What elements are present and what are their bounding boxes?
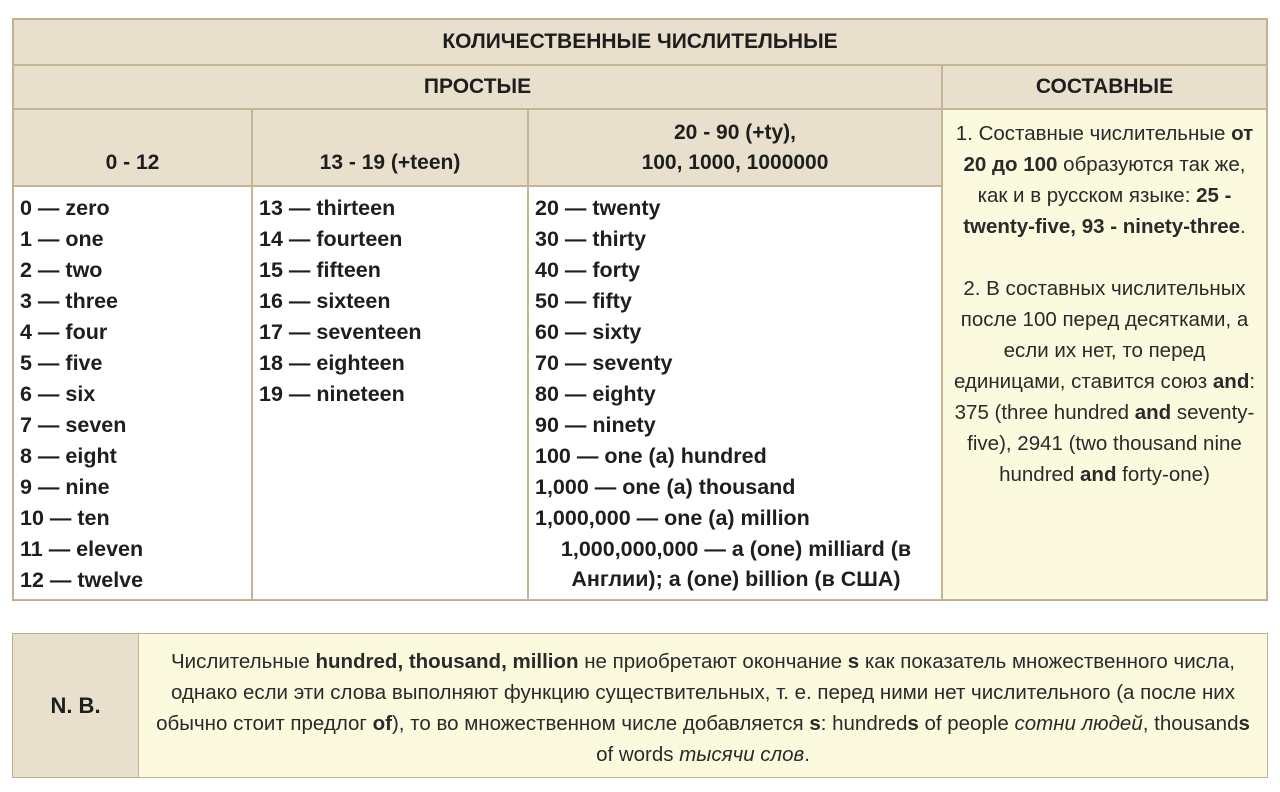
column-header-0-12: 0 - 12 <box>13 109 252 186</box>
numeral-item: 14 — fourteen <box>259 227 403 251</box>
numeral-item: 6 — six <box>20 382 96 406</box>
nb-text: of people <box>918 712 1015 735</box>
numeral-item: 7 — seven <box>20 413 127 437</box>
rule-text: : 375 (three hundred <box>954 370 1256 424</box>
compound-rule-2 <box>949 273 1260 490</box>
compound-rule-1 <box>949 118 1260 242</box>
numeral-item: 2 — two <box>20 258 103 282</box>
nb-text: Числительные <box>171 650 316 673</box>
numeral-item: 15 — fifteen <box>259 258 381 282</box>
numeral-item: 40 — forty <box>535 258 641 282</box>
nota-bene-table <box>12 633 1268 778</box>
nb-bold: s <box>847 650 860 673</box>
numeral-item: 19 — nineteen <box>259 382 405 406</box>
simple-header: ПРОСТЫЕ <box>13 65 942 109</box>
numeral-item: 4 — four <box>20 320 108 344</box>
numeral-item: 1,000 — one (a) thousand <box>535 475 796 499</box>
numeral-item: 0 — zero <box>20 196 110 220</box>
numeral-item: 10 — ten <box>20 506 110 530</box>
rule-bold: от 20 до 100 <box>963 122 1254 176</box>
nb-bold: s <box>907 712 919 735</box>
nota-bene-text <box>139 634 1267 777</box>
column-header-20-90 <box>528 109 942 186</box>
nb-bold: of <box>372 712 392 735</box>
rule-text: 2. В составных числительных после 100 перед десятками, а если их нет, то перед единицами, ставится союз <box>953 277 1249 393</box>
numeral-item: 50 — fifty <box>535 289 632 313</box>
rule-text: forty-one) <box>1116 463 1210 486</box>
compound-header: СОСТАВНЫЕ <box>942 65 1267 109</box>
numeral-item: 60 — sixty <box>535 320 642 344</box>
compound-rules <box>942 109 1267 600</box>
nb-text: , thousand <box>1142 712 1239 735</box>
numeral-item: 17 — seventeen <box>259 320 422 344</box>
rule-bold: and <box>1134 401 1172 424</box>
nb-italic: сотни людей <box>1014 712 1143 735</box>
nb-italic: тысячи слов <box>679 743 805 766</box>
rule-text: . <box>1240 215 1246 238</box>
nota-bene-label: N. B. <box>13 634 139 777</box>
numeral-item: 1 — one <box>20 227 104 251</box>
nb-text: не приобретают окончание <box>578 650 848 673</box>
column-20-90 <box>528 186 942 600</box>
numeral-item: 1,000,000,000 — a (one) milliard (в Англии); a (one) billion (в США) <box>560 537 912 591</box>
numeral-item: 1,000,000 — one (a) million <box>535 506 810 530</box>
nb-text: . <box>804 743 810 766</box>
numeral-item: 3 — three <box>20 289 118 313</box>
numeral-item: 5 — five <box>20 351 103 375</box>
nb-bold: s <box>809 712 821 735</box>
rule-text: 1. Составные числительные <box>955 122 1232 145</box>
numeral-item: 13 — thirteen <box>259 196 396 220</box>
numerals-table <box>12 18 1268 601</box>
nb-text: : hundred <box>820 712 908 735</box>
column-13-19 <box>252 186 528 600</box>
rule-text: seventy-five), 2941 (two thousand nine hundred <box>967 401 1255 486</box>
numeral-item: 12 — twelve <box>20 568 144 592</box>
rule-bold: 25 - twenty-five, 93 - ninety-three <box>963 184 1241 238</box>
nb-text: как показатель множественного числа, однако если эти слова выполняют функцию существительных, т. е. перед ними нет числительного (а после них обычно стоит предлог <box>156 650 1235 735</box>
numeral-item: 30 — thirty <box>535 227 647 251</box>
nb-bold: s <box>1238 712 1250 735</box>
rule-bold: and <box>1080 463 1117 486</box>
numeral-item: 90 — ninety <box>535 413 656 437</box>
nb-text: of words <box>596 743 680 766</box>
column-header-13-19: 13 - 19 (+teen) <box>252 109 528 186</box>
column-header-line: 100, 1000, 1000000 <box>641 150 829 174</box>
numeral-item: 9 — nine <box>20 475 110 499</box>
rule-text: образуются так же, как и в русском языке: <box>977 153 1246 207</box>
rule-bold: and <box>1212 370 1250 393</box>
nb-bold: hundred, thousand, million <box>315 650 579 673</box>
numeral-item: 80 — eighty <box>535 382 656 406</box>
column-header-line: 20 - 90 (+ty), <box>674 120 796 144</box>
numeral-item: 18 — eighteen <box>259 351 405 375</box>
numeral-item: 16 — sixteen <box>259 289 391 313</box>
nb-text: ), то во множественном числе добавляется <box>391 712 810 735</box>
numeral-item: 20 — twenty <box>535 196 661 220</box>
numeral-item: 8 — eight <box>20 444 117 468</box>
table-title: КОЛИЧЕСТВЕННЫЕ ЧИСЛИТЕЛЬНЫЕ <box>13 19 1267 65</box>
numeral-item: 11 — eleven <box>20 537 144 561</box>
column-0-12 <box>13 186 252 600</box>
numeral-item: 100 — one (a) hundred <box>535 444 767 468</box>
numeral-item: 70 — seventy <box>535 351 673 375</box>
